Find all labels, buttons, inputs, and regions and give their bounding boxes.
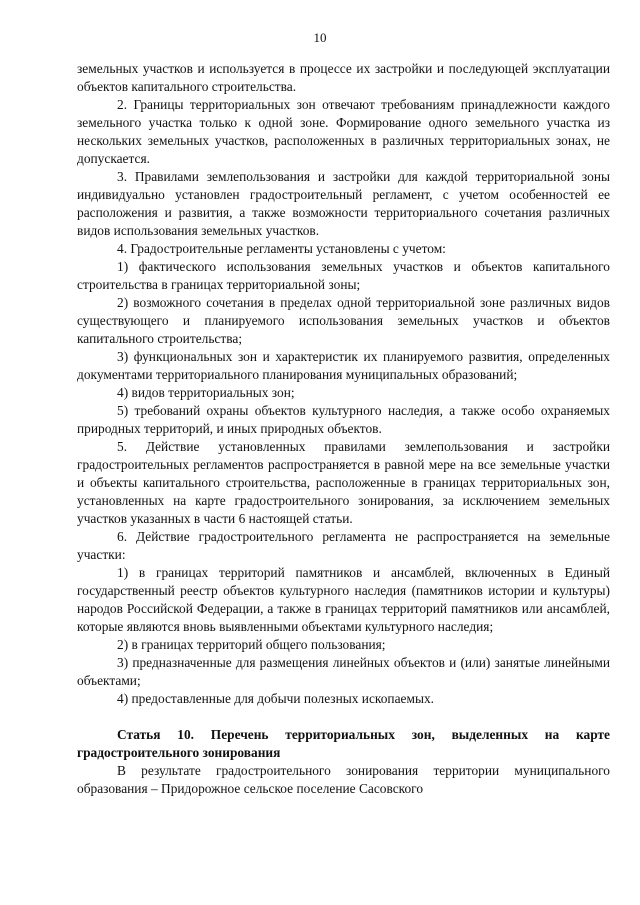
list-item: 2) в границах территорий общего пользования; [117, 637, 386, 652]
list-item: 4) предоставленные для добычи полезных ископаемых. [117, 691, 435, 706]
paragraph: 5. Действие установленных правилами землепользования и застройки градостроительных регламентов распространяется в равной мере на все земельные участки и объекты капитального строительства, расположенные в границах территориальных зон, установленных на карте градостроительного зонирования, за исключением земельных участков указанных в части 6 настоящей статьи. [77, 439, 610, 526]
list-item: 3) функциональных зон и характеристик их планируемого развития, определенных документами территориального планирования муниципальных образований; [77, 349, 610, 382]
article-heading: Статья 10. Перечень территориальных зон, выделенных на карте градостроительного зонирования [77, 727, 610, 760]
document-body [77, 60, 610, 798]
list-item: 5) требований охраны объектов культурного наследия, а также особо охраняемых природных территорий, и иных природных объектов. [77, 403, 610, 436]
paragraph: 6. Действие градостроительного регламента не распространяется на земельные участки: [77, 529, 610, 562]
list-item: 1) фактического использования земельных участков и объектов капитального строительства в границах территориальной зоны; [77, 259, 610, 292]
paragraph: 4. Градостроительные регламенты установлены с учетом: [117, 241, 446, 256]
blank-line [77, 708, 610, 726]
paragraph: земельных участков и используется в процессе их застройки и последующей эксплуатации объектов капитального строительства. [77, 61, 610, 94]
paragraph: 2. Границы территориальных зон отвечают требованиям принадлежности каждого земельного участка только к одной зоне. Формирование одного земельного участка из нескольких земельных участков, расположенных в различных территориальных зонах, не допускается. [77, 97, 610, 166]
list-item: 4) видов территориальных зон; [117, 385, 295, 400]
list-item: 3) предназначенные для размещения линейных объектов и (или) занятые линейными объектами; [77, 655, 610, 688]
list-item: 2) возможного сочетания в пределах одной территориальной зоне различных видов существующего и планируемого использования земельных участков и объектов капитального строительства; [77, 295, 610, 346]
paragraph: 3. Правилами землепользования и застройки для каждой территориальной зоны индивидуально установлен градостроительный регламент, с учетом особенностей ее расположения и развития, а также возможности территориального сочетания различных видов использования земельных участков. [77, 169, 610, 238]
page-number: 10 [313, 30, 327, 45]
list-item: 1) в границах территорий памятников и ансамблей, включенных в Единый государственный реестр объектов культурного наследия (памятников истории и культуры) народов Российской Федерации, а также в границах территорий памятников или ансамблей, которые являются вновь выявленными объектами культурного наследия; [77, 565, 610, 634]
paragraph: В результате градостроительного зонирования территории муниципального образования – Придорожное сельское поселение Сасовского [77, 763, 610, 796]
